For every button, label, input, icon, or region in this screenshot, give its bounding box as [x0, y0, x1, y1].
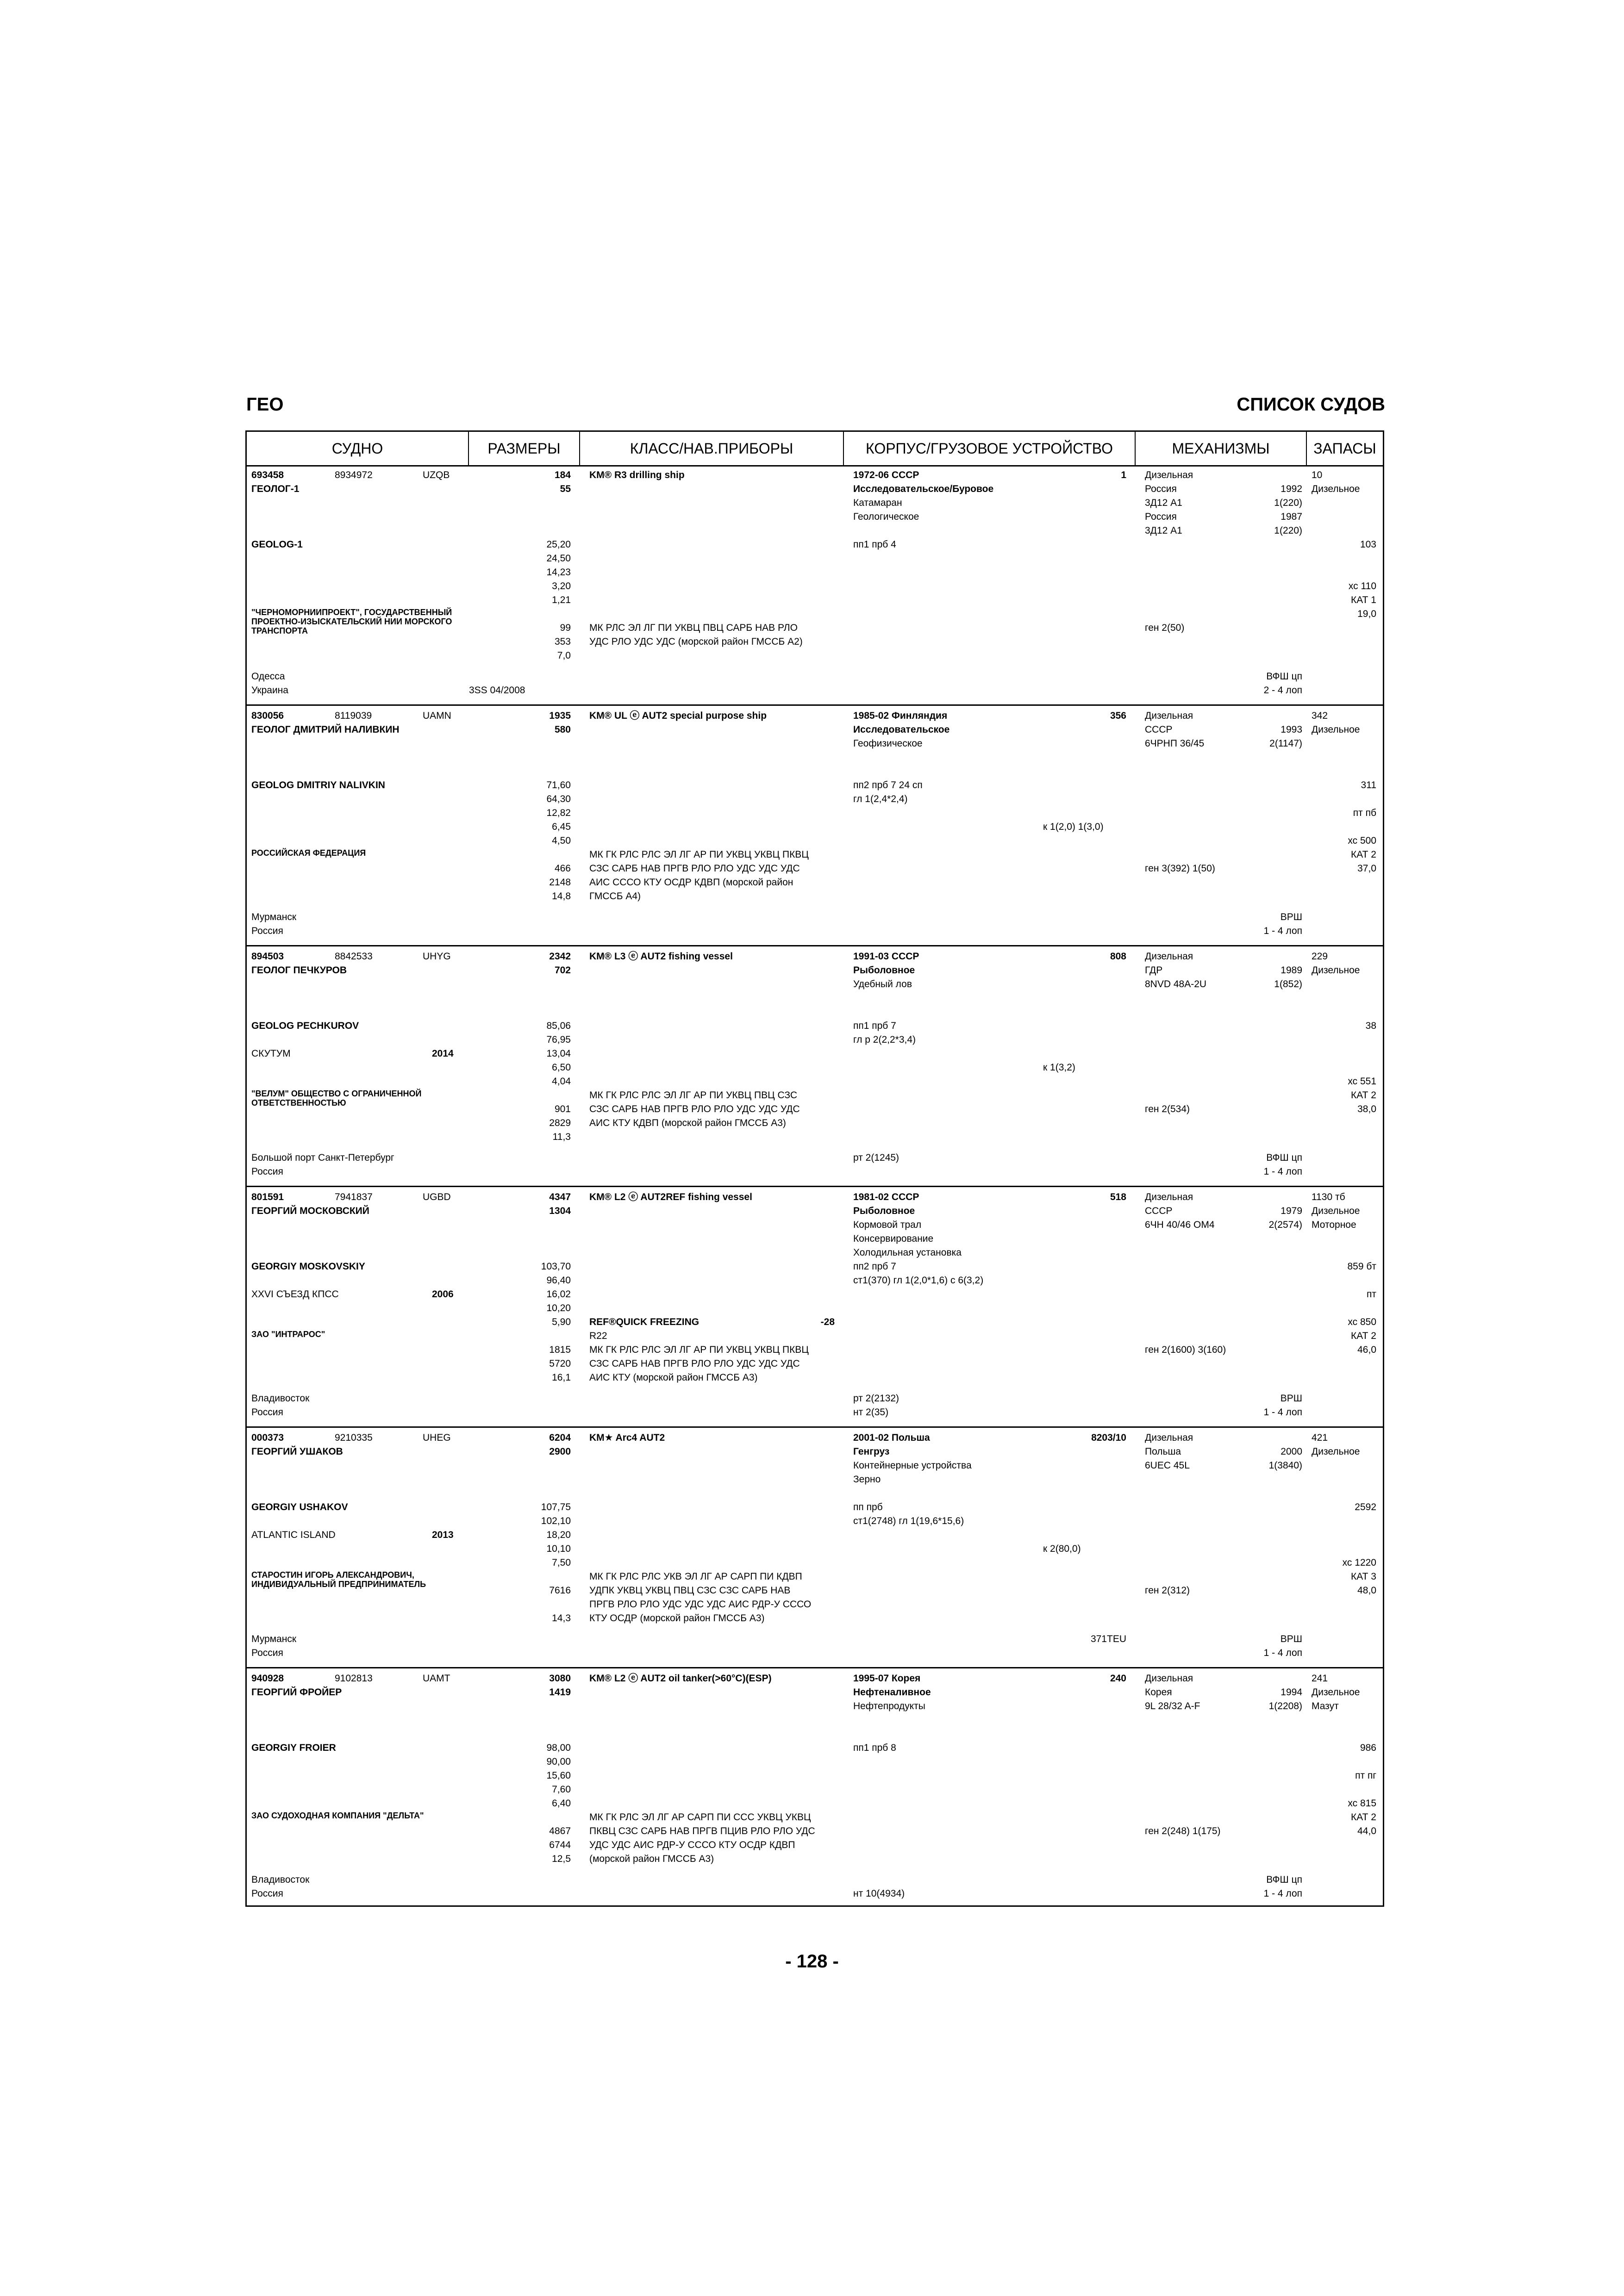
- stock-value: хс 110: [1348, 581, 1376, 591]
- dimension-value: 14,8: [552, 891, 571, 902]
- home-port: Владивосток: [251, 1874, 310, 1885]
- machinery-value: 1989: [1280, 965, 1302, 976]
- stock-value: Дизельное: [1312, 1206, 1360, 1216]
- propeller-blades: 1 - 4 лоп: [1263, 1888, 1302, 1899]
- dimension-value: 99: [560, 622, 571, 633]
- dimension-value: 13,04: [546, 1048, 571, 1059]
- stock-value: 48,0: [1357, 1585, 1376, 1596]
- vessel-name: ГЕОЛОГ ПЕЧКУРОВ: [251, 965, 347, 976]
- class-notation: KM★ Arc4 AUT2: [589, 1432, 665, 1443]
- hull-line: Кормовой трал: [853, 1220, 922, 1230]
- hull-line: 1995-07 Корея: [853, 1673, 921, 1684]
- stock-value: хс 551: [1348, 1076, 1376, 1087]
- imo-number: 9102813: [335, 1673, 373, 1684]
- former-name-year: 2013: [432, 1530, 454, 1540]
- hull-line: Рыболовное: [853, 965, 915, 976]
- machinery-line: ген 2(534): [1145, 1104, 1190, 1114]
- reg-number: 894503: [251, 951, 284, 962]
- dimension-value: 2829: [549, 1118, 571, 1128]
- dimension-value: 11,3: [552, 1132, 571, 1142]
- hull-line: Геологическое: [853, 511, 919, 522]
- survey-status: 3SS 04/2008: [469, 685, 525, 696]
- machinery-line: ГДР: [1145, 965, 1163, 976]
- machinery-line: Дизельная: [1145, 1673, 1193, 1684]
- cargo-gear: ст1(2748) гл 1(19,6*15,6): [853, 1516, 964, 1526]
- home-port: Большой порт Санкт-Петербург: [251, 1152, 394, 1163]
- hull-line: пп1 прб 4: [853, 539, 896, 550]
- nav-equipment-line: (морской район ГМССБ А3): [589, 1854, 714, 1864]
- propeller: ВРШ: [1280, 1393, 1302, 1404]
- dimension-value: 184: [554, 470, 571, 480]
- propeller-blades: 1 - 4 лоп: [1263, 1407, 1302, 1418]
- dimension-value: 10,20: [546, 1303, 571, 1313]
- hull-line: пп2 прб 7: [853, 1261, 896, 1272]
- vessel-name-latin: GEOLOG DMITRIY NALIVKIN: [251, 780, 385, 790]
- hull-line: Нефтепродукты: [853, 1701, 925, 1711]
- nav-equipment-line: СЗС САРБ НАВ ПРГВ РЛО РЛО УДС УДС УДС: [589, 1104, 800, 1114]
- owner: ЗАО "ИНТРАРОС": [251, 1330, 325, 1339]
- dimension-value: 7,60: [552, 1784, 571, 1795]
- stock-value: 19,0: [1357, 609, 1376, 619]
- tanks-oil: нт 2(35): [853, 1407, 889, 1418]
- hull-line: 1972-06 СССР: [853, 470, 919, 480]
- flag-country: Россия: [251, 1648, 283, 1658]
- cargo-gear: гл р 2(2,2*3,4): [853, 1034, 916, 1045]
- dimension-value: 1419: [549, 1687, 571, 1698]
- propeller: ВРШ: [1280, 912, 1302, 922]
- dimension-value: 580: [554, 724, 571, 735]
- machinery-line: Польша: [1145, 1446, 1181, 1457]
- hull-line: Консервирование: [853, 1233, 934, 1244]
- hull-line: пп прб: [853, 1502, 883, 1512]
- imo-number: 7941837: [335, 1192, 373, 1202]
- former-name-year: 2014: [432, 1048, 454, 1059]
- dimension-value: 85,06: [546, 1020, 571, 1031]
- nav-equipment-line: R22: [589, 1331, 607, 1341]
- dimension-value: 16,02: [546, 1289, 571, 1300]
- stock-value: 10: [1312, 470, 1323, 480]
- propeller: ВФШ цп: [1266, 1152, 1302, 1163]
- stock-value: 986: [1360, 1742, 1376, 1753]
- imo-number: 8934972: [335, 470, 373, 480]
- call-sign: UHYG: [423, 951, 451, 962]
- imo-number: 8119039: [335, 710, 372, 721]
- former-name: СКУТУМ: [251, 1048, 291, 1059]
- reg-number: 940928: [251, 1673, 284, 1684]
- hull-line: Рыболовное: [853, 1206, 915, 1216]
- machinery-line: ген 2(50): [1145, 622, 1185, 633]
- stock-value: хс 1220: [1342, 1557, 1376, 1568]
- flag-country: Россия: [251, 1407, 283, 1418]
- owner: РОССИЙСКАЯ ФЕДЕРАЦИЯ: [251, 848, 366, 858]
- stock-value: КАТ 2: [1351, 1090, 1376, 1101]
- dimension-value: 14,3: [552, 1613, 571, 1624]
- dimension-value: 98,00: [546, 1742, 571, 1753]
- flag-country: Россия: [251, 1166, 283, 1177]
- cranes: к 2(80,0): [1043, 1543, 1081, 1554]
- vessel-name: ГЕОЛОГ-1: [251, 484, 300, 494]
- dimension-value: 16,1: [552, 1372, 571, 1383]
- nav-equipment-line: МК ГК РЛС РЛС ЭЛ ЛГ АР ПИ УКВЦ ПВЦ СЗС: [589, 1090, 798, 1101]
- dimension-value: 64,30: [546, 794, 571, 804]
- machinery-line: Корея: [1145, 1687, 1172, 1698]
- machinery-line: Дизельная: [1145, 710, 1193, 721]
- nav-equipment-line: СЗС САРБ НАВ ПРГВ РЛО РЛО УДС УДС УДС: [589, 863, 800, 874]
- dimension-value: 7,0: [557, 650, 571, 661]
- hull-line: пп1 прб 7: [853, 1020, 896, 1031]
- nav-equipment-line: УДС УДС АИС РДР-У СССО КТУ ОСДР КДВП: [589, 1840, 795, 1850]
- vessel-name-latin: GEORGIY USHAKOV: [251, 1502, 348, 1512]
- hull-line: Генгруз: [853, 1446, 890, 1457]
- deadweight: 356: [1110, 710, 1126, 721]
- stock-value: 103: [1360, 539, 1376, 550]
- imo-number: 9210335: [335, 1432, 373, 1443]
- hull-line: Геофизическое: [853, 738, 923, 749]
- tanks-fuel: рт 2(1245): [853, 1152, 899, 1163]
- deadweight: 808: [1110, 951, 1126, 962]
- propeller-blades: 1 - 4 лоп: [1263, 926, 1302, 936]
- vessel-name-latin: GEORGIY FROIER: [251, 1742, 336, 1753]
- vessel-name: ГЕОРГИЙ УШАКОВ: [251, 1446, 343, 1457]
- stock-value: 1130 тб: [1312, 1192, 1345, 1202]
- vessel-record: [247, 946, 1383, 1187]
- deadweight: 240: [1110, 1673, 1126, 1684]
- dimension-value: 24,50: [546, 553, 571, 564]
- stock-value: КАТ 2: [1351, 849, 1376, 860]
- nav-equipment-line: УДС РЛО УДС УДС (морской район ГМССБ А2): [589, 636, 803, 647]
- dimension-value: 1,21: [552, 595, 571, 605]
- machinery-line: Россия: [1145, 511, 1177, 522]
- stock-value: 38: [1365, 1020, 1376, 1031]
- machinery-line: ген 3(392) 1(50): [1145, 863, 1215, 874]
- machinery-line: Дизельная: [1145, 470, 1193, 480]
- call-sign: UAMN: [423, 710, 451, 721]
- vessel-name: ГЕОЛОГ ДМИТРИЙ НАЛИВКИН: [251, 724, 400, 735]
- call-sign: UAMT: [423, 1673, 450, 1684]
- stock-value: 421: [1312, 1432, 1328, 1443]
- deadweight: 518: [1110, 1192, 1126, 1202]
- call-sign: UHEG: [423, 1432, 451, 1443]
- deadweight: 8203/10: [1091, 1432, 1126, 1443]
- stock-value: пт пб: [1353, 808, 1376, 818]
- nav-equipment-line: МК ГК РЛС РЛС ЭЛ ЛГ АР ПИ УКВЦ УКВЦ ПКВЦ: [589, 1344, 809, 1355]
- dimension-value: 15,60: [546, 1770, 571, 1781]
- stock-value: КАТ 1: [1351, 595, 1376, 605]
- nav-equipment-line: АИС КТУ (морской район ГМССБ А3): [589, 1372, 758, 1383]
- former-name: ATLANTIC ISLAND: [251, 1530, 336, 1540]
- machinery-value: 2(1147): [1269, 738, 1302, 749]
- hull-line: Удебный лов: [853, 979, 912, 989]
- vessel-record: [247, 465, 1383, 706]
- home-port: Мурманск: [251, 1634, 297, 1644]
- stock-value: пт: [1367, 1289, 1376, 1300]
- stock-value: 44,0: [1357, 1826, 1376, 1836]
- machinery-line: СССР: [1145, 1206, 1173, 1216]
- flag-country: Украина: [251, 685, 288, 696]
- cranes: к 1(3,2): [1043, 1062, 1075, 1073]
- hull-line: Катамаран: [853, 498, 902, 508]
- machinery-value: 1(220): [1274, 498, 1302, 508]
- owner: ЗАО СУДОХОДНАЯ КОМПАНИЯ "ДЕЛЬТА": [251, 1811, 424, 1820]
- home-port: Мурманск: [251, 912, 297, 922]
- reg-number: 801591: [251, 1192, 284, 1202]
- nav-equipment-line: МК РЛС ЭЛ ЛГ ПИ УКВЦ ПВЦ САРБ НАВ РЛО: [589, 622, 798, 633]
- dimension-value: 12,5: [552, 1854, 571, 1864]
- dimension-value: 102,10: [541, 1516, 571, 1526]
- page-number: - 128 -: [785, 1951, 839, 1972]
- stock-value: Дизельное: [1312, 1446, 1360, 1457]
- reg-number: 693458: [251, 470, 284, 480]
- propeller: ВФШ цп: [1266, 671, 1302, 682]
- machinery-value: 2(2574): [1268, 1220, 1302, 1230]
- hull-line: Нефтеналивное: [853, 1687, 931, 1698]
- vessel-name-latin: GEOLOG PECHKUROV: [251, 1020, 359, 1031]
- hull-line: пп1 прб 8: [853, 1742, 896, 1753]
- propeller-blades: 2 - 4 лоп: [1263, 685, 1302, 696]
- hull-line: 1991-03 СССР: [853, 951, 919, 962]
- stock-value: КАТ 2: [1351, 1331, 1376, 1341]
- class-notation: KM® L2 ⓔ AUT2REF fishing vessel: [589, 1192, 752, 1202]
- stock-value: хс 815: [1348, 1798, 1376, 1809]
- ref-notation: REF®QUICK FREEZING: [589, 1317, 700, 1327]
- machinery-value: 1993: [1280, 724, 1302, 735]
- machinery-value: 1(2208): [1268, 1701, 1302, 1711]
- stock-value: Дизельное: [1312, 484, 1360, 494]
- class-notation: KM® L2 ⓔ AUT2 oil tanker(>60°C)(ESP): [589, 1673, 772, 1684]
- stock-value: Моторное: [1312, 1220, 1356, 1230]
- cranes: к 1(2,0) 1(3,0): [1043, 821, 1104, 832]
- nav-equipment-line: АИС КТУ КДВП (морской район ГМССБ А3): [589, 1118, 786, 1128]
- stock-value: 38,0: [1357, 1104, 1376, 1114]
- flag-country: Россия: [251, 926, 283, 936]
- hull-line: Зерно: [853, 1474, 881, 1485]
- machinery-line: Дизельная: [1145, 1192, 1193, 1202]
- hull-line: Исследовательское: [853, 724, 950, 735]
- dimension-value: 103,70: [541, 1261, 571, 1272]
- dimension-value: 1304: [549, 1206, 571, 1216]
- dimension-value: 25,20: [546, 539, 571, 550]
- dimension-value: 7616: [549, 1585, 571, 1596]
- stock-value: пт пг: [1355, 1770, 1376, 1781]
- tanks-oil: нт 10(4934): [853, 1888, 905, 1899]
- owner: "ВЕЛУМ" ОБЩЕСТВО С ОГРАНИЧЕННОЙ ОТВЕТСТВЕННОСТЬЮ: [251, 1089, 422, 1108]
- ships-table: [245, 430, 1384, 1907]
- hull-line: пп2 прб 7 24 сп: [853, 780, 923, 790]
- stock-value: 241: [1312, 1673, 1328, 1684]
- nav-equipment-line: МК ГК РЛС ЭЛ ЛГ АР САРП ПИ ССС УКВЦ УКВЦ: [589, 1812, 811, 1823]
- hull-line: 1985-02 Финляндия: [853, 710, 948, 721]
- dimension-value: 10,10: [546, 1543, 571, 1554]
- dimension-value: 6744: [549, 1840, 571, 1850]
- page-header-left: ГЕО: [246, 394, 284, 415]
- dimension-value: 2148: [549, 877, 571, 888]
- table-header: [247, 432, 1383, 467]
- stock-value: Мазут: [1312, 1701, 1339, 1711]
- hull-line: Контейнерные устройства: [853, 1460, 972, 1471]
- dimension-value: 7,50: [552, 1557, 571, 1568]
- hull-line: Исследовательское/Буровое: [853, 484, 994, 494]
- propeller: ВФШ цп: [1266, 1874, 1302, 1885]
- dimension-value: 3,20: [552, 581, 571, 591]
- machinery-line: Дизельная: [1145, 1432, 1193, 1443]
- tanks-fuel: рт 2(2132): [853, 1393, 899, 1404]
- dimension-value: 466: [554, 863, 571, 874]
- dimension-value: 4,50: [552, 835, 571, 846]
- dimension-value: 18,20: [546, 1530, 571, 1540]
- dimension-value: 71,60: [546, 780, 571, 790]
- dimension-value: 55: [560, 484, 571, 494]
- class-notation: KM® R3 drilling ship: [589, 470, 685, 480]
- stock-value: 342: [1312, 710, 1328, 721]
- nav-equipment-line: ПКВЦ СЗС САРБ НАВ ПРГВ ПЦИВ РЛО РЛО УДС: [589, 1826, 815, 1836]
- stock-value: Дизельное: [1312, 1687, 1360, 1698]
- stock-value: 311: [1361, 780, 1376, 790]
- nav-equipment-line: ГМССБ А4): [589, 891, 641, 902]
- machinery-value: 1994: [1280, 1687, 1302, 1698]
- machinery-line: Россия: [1145, 484, 1177, 494]
- deadweight: 1: [1121, 470, 1126, 480]
- stock-value: 859 бт: [1347, 1261, 1376, 1272]
- col-machinery: МЕХАНИЗМЫ: [1136, 432, 1307, 465]
- dimension-value: 1815: [549, 1344, 571, 1355]
- dimension-value: 76,95: [546, 1034, 571, 1045]
- dimension-value: 901: [554, 1104, 571, 1114]
- home-port: Владивосток: [251, 1393, 310, 1404]
- machinery-line: 6ЧН 40/46 ОМ4: [1145, 1220, 1215, 1230]
- cargo-gear: гл 1(2,4*2,4): [853, 794, 908, 804]
- vessel-record: [247, 1668, 1383, 1909]
- dimension-value: 6,50: [552, 1062, 571, 1073]
- vessel-name: ГЕОРГИЙ ФРОЙЕР: [251, 1687, 342, 1698]
- nav-equipment-line: АИС СССО КТУ ОСДР КДВП (морской район: [589, 877, 793, 888]
- vessel-record: [247, 1428, 1383, 1668]
- stock-value: КАТ 2: [1351, 1812, 1376, 1823]
- hull-line: 2001-02 Польша: [853, 1432, 930, 1443]
- reg-number: 000373: [251, 1432, 284, 1443]
- reg-number: 830056: [251, 710, 284, 721]
- machinery-value: 1992: [1280, 484, 1302, 494]
- dimension-value: 4347: [549, 1192, 571, 1202]
- propeller: ВРШ: [1280, 1634, 1302, 1644]
- stock-value: хс 500: [1348, 835, 1376, 846]
- machinery-value: 1(220): [1274, 525, 1302, 536]
- cargo-gear: ст1(370) гл 1(2,0*1,6) с 6(3,2): [853, 1275, 984, 1286]
- vessel-name-latin: GEORGIY MOSKOVSKIY: [251, 1261, 365, 1272]
- dimension-value: 3080: [549, 1673, 571, 1684]
- former-name: XXVI СЪЕЗД КПСС: [251, 1289, 339, 1300]
- machinery-line: СССР: [1145, 724, 1173, 735]
- vessel-record: [247, 706, 1383, 946]
- machinery-line: Дизельная: [1145, 951, 1193, 962]
- col-vessel: СУДНО: [247, 432, 469, 465]
- machinery-value: 1987: [1280, 511, 1302, 522]
- machinery-line: 3Д12 А1: [1145, 525, 1182, 536]
- vessel-record: [247, 1187, 1383, 1428]
- hull-line: Холодильная установка: [853, 1247, 962, 1258]
- stock-value: 37,0: [1357, 863, 1376, 874]
- dimension-value: 96,40: [546, 1275, 571, 1286]
- dimension-value: 5720: [549, 1358, 571, 1369]
- machinery-line: ген 2(1600) 3(160): [1145, 1344, 1226, 1355]
- machinery-line: 6ЧРНП 36/45: [1145, 738, 1205, 749]
- machinery-line: 8NVD 48A-2U: [1145, 979, 1207, 989]
- nav-equipment-line: СЗС САРБ НАВ ПРГВ РЛО РЛО УДС УДС УДС: [589, 1358, 800, 1369]
- machinery-line: 3Д12 А1: [1145, 498, 1182, 508]
- dimension-value: 6204: [549, 1432, 571, 1443]
- stock-value: 46,0: [1357, 1344, 1376, 1355]
- dimension-value: 12,82: [546, 808, 571, 818]
- flag-country: Россия: [251, 1888, 283, 1899]
- propeller-blades: 1 - 4 лоп: [1263, 1648, 1302, 1658]
- stock-value: хс 850: [1348, 1317, 1376, 1327]
- machinery-value: 1(3840): [1268, 1460, 1302, 1471]
- dimension-value: 6,40: [552, 1798, 571, 1809]
- propeller-blades: 1 - 4 лоп: [1263, 1166, 1302, 1177]
- stock-value: 229: [1312, 951, 1328, 962]
- imo-number: 8842533: [335, 951, 373, 962]
- machinery-line: ген 2(248) 1(175): [1145, 1826, 1221, 1836]
- dimension-value: 353: [554, 636, 571, 647]
- machinery-value: 1(852): [1274, 979, 1302, 989]
- class-notation: KM® UL ⓔ AUT2 special purpose ship: [589, 710, 767, 721]
- col-dimensions: РАЗМЕРЫ: [469, 432, 580, 465]
- col-stocks: ЗАПАСЫ: [1313, 440, 1376, 457]
- nav-equipment-line: ПРГВ РЛО РЛО УДС УДС УДС АИС РДР-У СССО: [589, 1599, 812, 1610]
- machinery-line: 9L 28/32 A-F: [1145, 1701, 1200, 1711]
- dimension-value: 2900: [549, 1446, 571, 1457]
- nav-equipment-line: КТУ ОСДР (морской район ГМССБ А3): [589, 1613, 765, 1624]
- dimension-value: 90,00: [546, 1756, 571, 1767]
- page-header-right: СПИСОК СУДОВ: [1237, 394, 1385, 415]
- ref-temperature: -28: [820, 1317, 835, 1327]
- machinery-value: 2000: [1280, 1446, 1302, 1457]
- nav-equipment-line: УДПК УКВЦ УКВЦ ПВЦ СЗС СЗС САРБ НАВ: [589, 1585, 791, 1596]
- call-sign: UGBD: [423, 1192, 451, 1202]
- dimension-value: 5,90: [552, 1317, 571, 1327]
- stock-value: Дизельное: [1312, 724, 1360, 735]
- dimension-value: 2342: [549, 951, 571, 962]
- col-hull: КОРПУС/ГРУЗОВОЕ УСТРОЙСТВО: [844, 432, 1136, 465]
- dimension-value: 6,45: [552, 821, 571, 832]
- stock-value: 2592: [1355, 1502, 1376, 1512]
- call-sign: UZQB: [423, 470, 450, 480]
- dimension-value: 14,23: [546, 567, 571, 578]
- owner: СТАРОСТИН ИГОРЬ АЛЕКСАНДРОВИЧ, ИНДИВИДУАЛЬНЫЙ ПРЕДПРИНИМАТЕЛЬ: [251, 1570, 426, 1589]
- nav-equipment-line: МК ГК РЛС РЛС УКВ ЭЛ ЛГ АР САРП ПИ КДВП: [589, 1571, 802, 1582]
- dimension-value: 4867: [549, 1826, 571, 1836]
- dimension-value: 4,04: [552, 1076, 571, 1087]
- class-notation: KM® L3 ⓔ AUT2 fishing vessel: [589, 951, 733, 962]
- col-class: КЛАСС/НАВ.ПРИБОРЫ: [580, 432, 844, 465]
- home-port: Одесса: [251, 671, 285, 682]
- nav-equipment-line: МК ГК РЛС РЛС ЭЛ ЛГ АР ПИ УКВЦ УКВЦ ПКВЦ: [589, 849, 809, 860]
- vessel-name-latin: GEOLOG-1: [251, 539, 303, 550]
- hull-line: 1981-02 СССР: [853, 1192, 919, 1202]
- dimension-value: 1935: [549, 710, 571, 721]
- stock-value: КАТ 3: [1351, 1571, 1376, 1582]
- machinery-line: ген 2(312): [1145, 1585, 1190, 1596]
- dimension-value: 702: [554, 965, 571, 976]
- owner: "ЧЕРНОМОРНИИПРОЕКТ", ГОСУДАРСТВЕННЫЙ ПРОЕКТНО-ИЗЫСКАТЕЛЬСКИЙ НИИ МОРСКОГО ТРАНСПОРТА: [251, 608, 452, 635]
- dimension-value: 107,75: [541, 1502, 571, 1512]
- machinery-value: 1979: [1280, 1206, 1302, 1216]
- machinery-line: 6UEC 45L: [1145, 1460, 1190, 1471]
- teu-capacity: 371TEU: [1090, 1634, 1126, 1644]
- vessel-name: ГЕОРГИЙ МОСКОВСКИЙ: [251, 1206, 369, 1216]
- former-name-year: 2006: [432, 1289, 454, 1300]
- stock-value: Дизельное: [1312, 965, 1360, 976]
